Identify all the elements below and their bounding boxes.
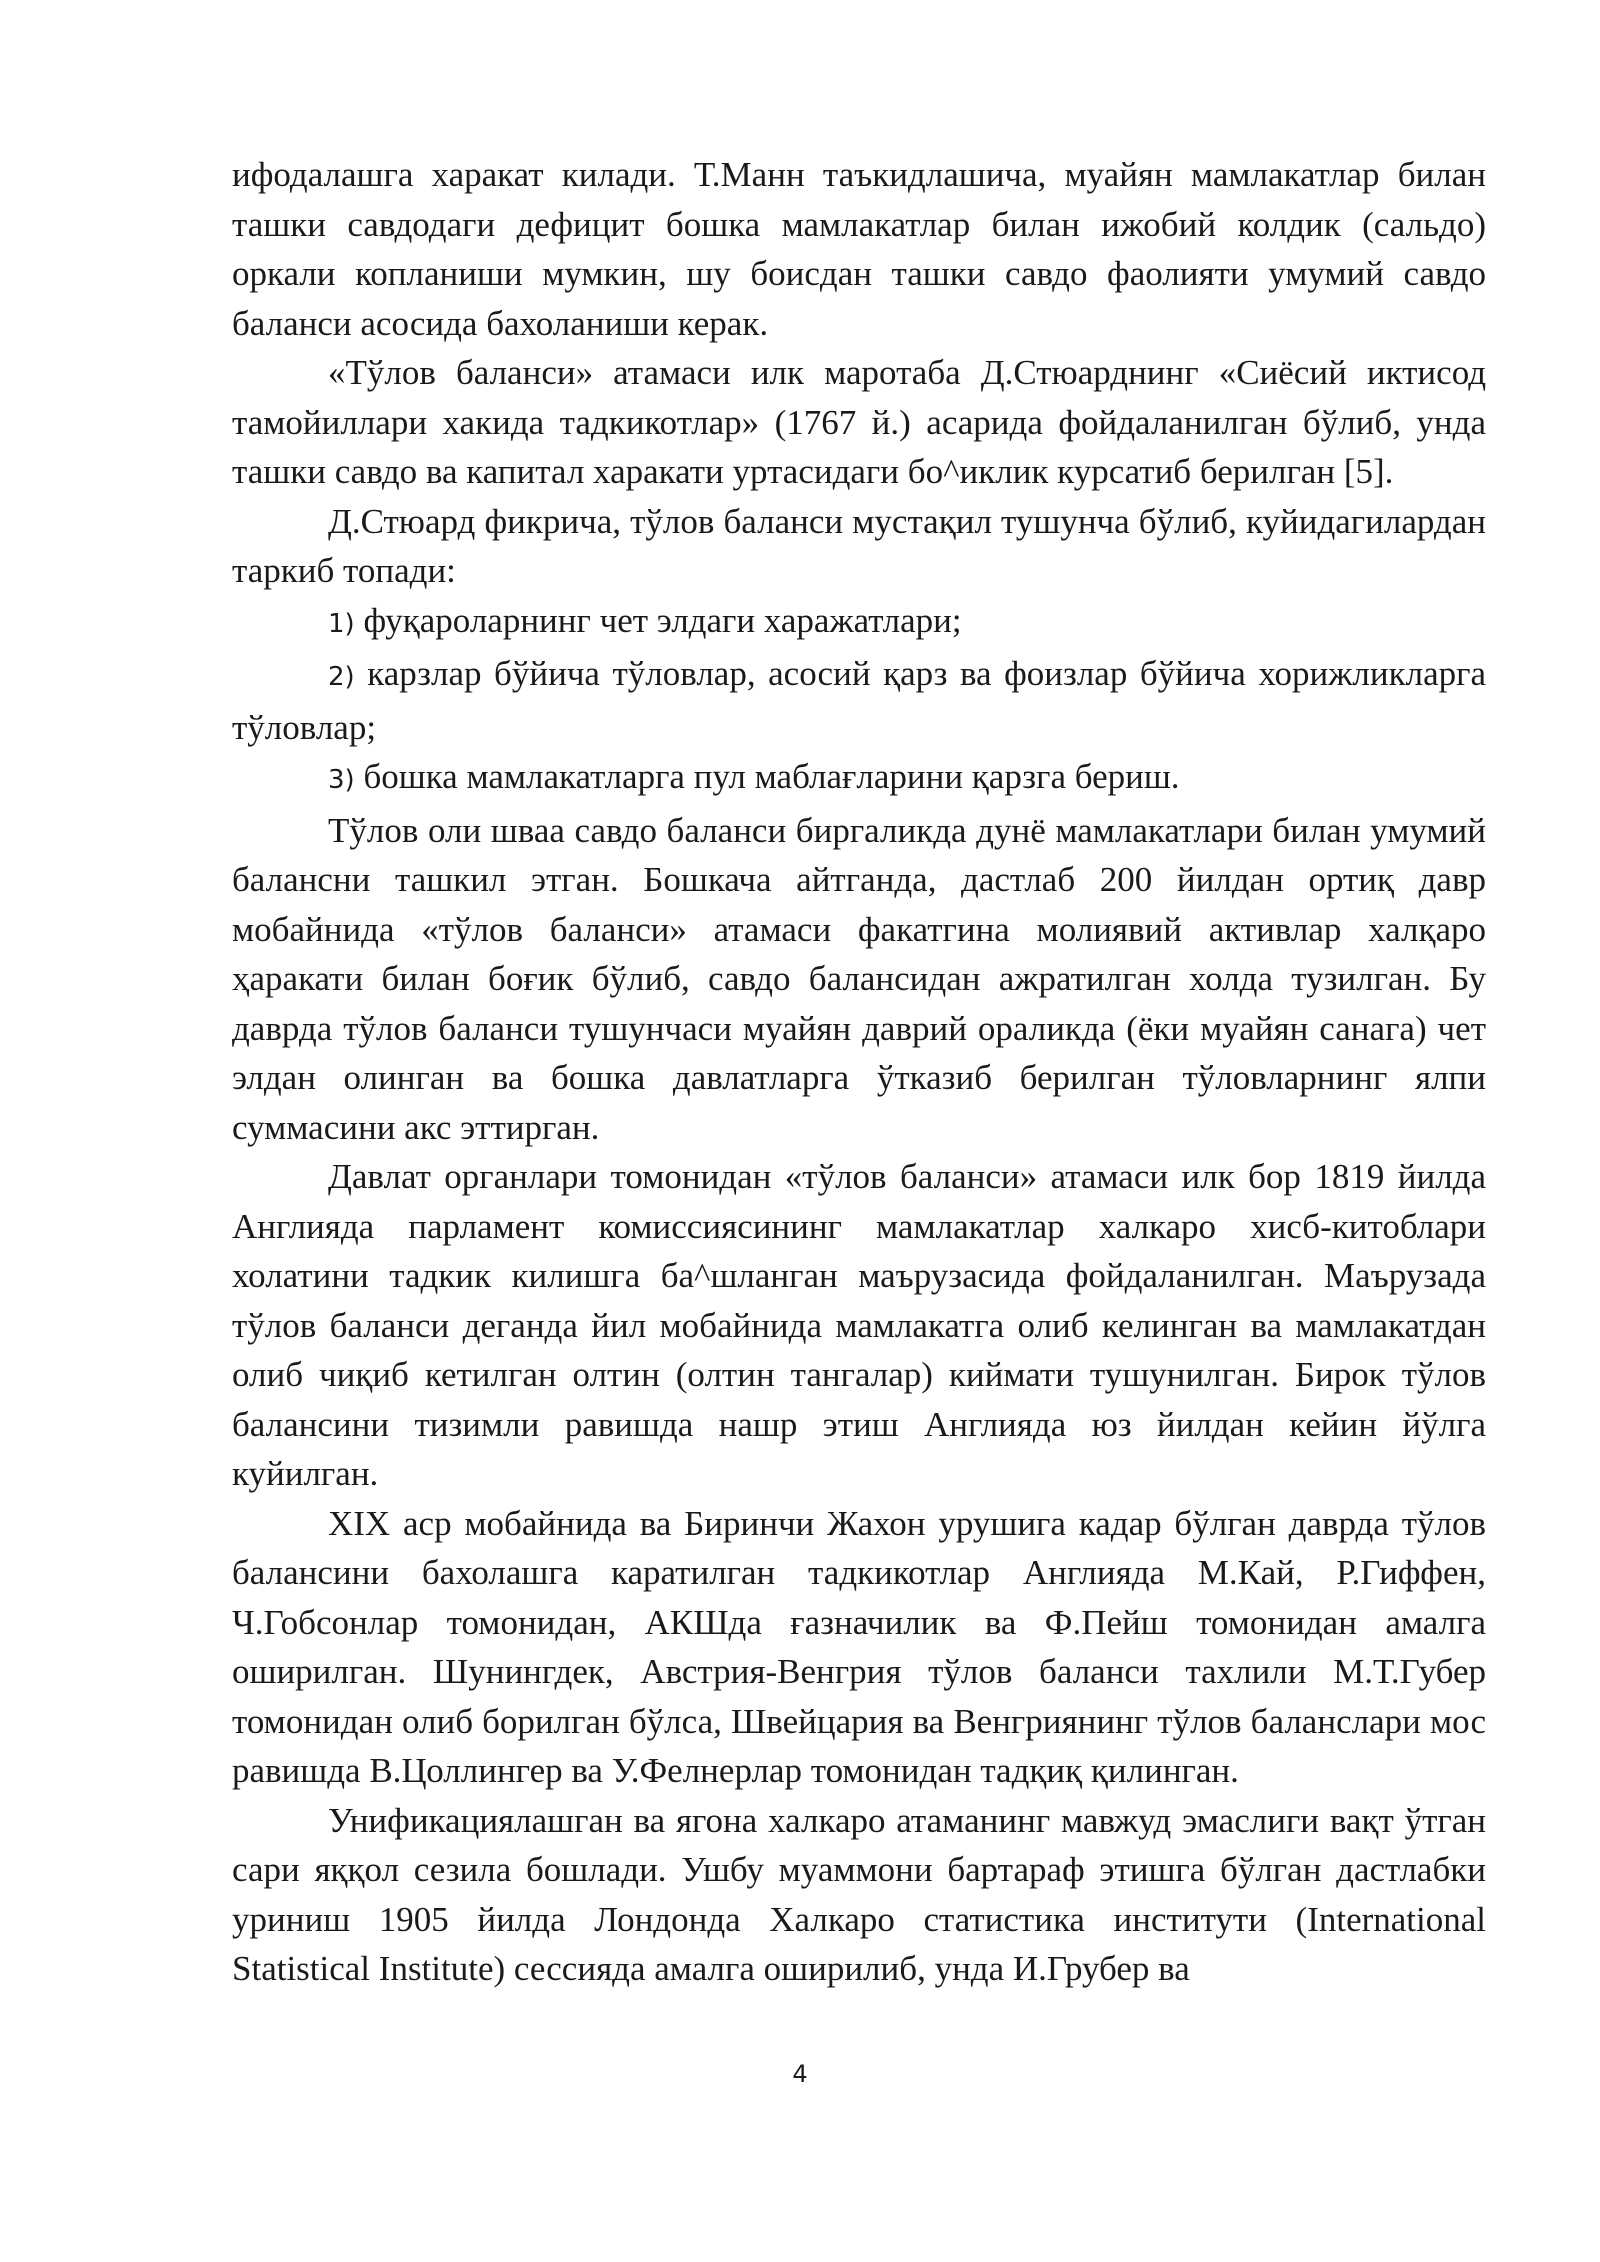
list-item-3 [232, 752, 1486, 806]
list-number: 3) [328, 765, 355, 795]
list-item-text: карзлар бўйича тўловлар, асосий қарз ва фоизлар бўйича хорижликларга тўловлар; [232, 654, 1486, 747]
paragraph-8: Давлат органлари томонидан «тўлов баланси» атамаси илк бор 1819 йилда Англияда парламент комиссиясининг мамлакатлар халкаро хисб-китоблари холатини тадкик килишга ба^шланган маърузасида фойдаланилган. Маърузада тўлов баланси деганда йил мобайнида мамлакатга олиб келинган ва мамлакатдан олиб чиқиб кетилган олтин (олтин тангалар) киймати тушунилган. Бирок тўлов балансини тизимли равишда нашр этиш Англияда юз йилдан кейин йўлга куйилган. [232, 1157, 1486, 1493]
paragraph-7: Тўлов оли шваа савдо баланси биргаликда дунё мамлакатлари билан умумий балансни ташкил этган. Бошкача айтганда, дастлаб 200 йилдан ортиқ давр мобайнида «тўлов баланси» атамаси факатгина молиявий активлар халқаро ҳаракати билан боғик бўлиб, савдо балансидан ажратилган холда тузилган. Бу даврда тўлов баланси тушунчаси муайян даврий ораликда (ёки муайян санага) чет элдан олинган ва бошка давлатларга ўтказиб берилган тўловларнинг ялпи суммасини акс эттирган. [232, 810, 1486, 1147]
paragraph-1: ифодалашга харакат килади. Т.Манн таъкидлашича, муайян мамлакатлар билан ташки савдодаги дефицит бошка мамлакатлар билан ижобий колдик (сальдо) оркали копланиши мумкин, шу боисдан ташки савдо фаолияти умумий савдо баланси асосида бахоланиши керак. [232, 155, 1486, 343]
list-item-text: фуқароларнинг чет элдаги харажатлари; [363, 600, 962, 640]
page-number: 4 [792, 2060, 808, 2088]
paragraph-2: «Тўлов баланси» атамаси илк маротаба Д.Стюарднинг «Сиёсий иктисод тамойиллари хакида тадкикотлар» (1767 й.) асарида фойдаланилган бўлиб, унда ташки савдо ва капитал харакати уртасидаги бо^иклик курсатиб берилган [5]. [232, 353, 1486, 491]
list-item-text: бошка мамлакатларга пул маблағларини қарзга бериш. [363, 757, 1180, 796]
document-body [232, 150, 1486, 1994]
list-item-2 [232, 649, 1486, 752]
list-number: 2) [328, 662, 355, 692]
list-item-1 [232, 596, 1486, 650]
paragraph-3: Д.Стюард фикрича, тўлов баланси мустақил тушунча бўлиб, куйидагилардан таркиб топади: [232, 501, 1486, 590]
paragraph-9: XIX аср мобайнида ва Биринчи Жахон урушига кадар бўлган даврда тўлов балансини бахолашга каратилган тадкикотлар Англияда М.Кай, Р.Гиффен, Ч.Гобсонлар томонидан, АКШда ғазначилик ва Ф.Пейш томонидан амалга оширилган. Шунингдек, Австрия-Венгрия тўлов баланси тахлили М.Т.Губер томонидан олиб борилган бўлса, Швейцария ва Венгриянинг тўлов баланслари мос равишда В.Цоллингер ва У.Фелнерлар томонидан тадқиқ қилинган. [232, 1503, 1486, 1790]
list-number: 1) [328, 608, 355, 639]
paragraph-10: Унификациялашган ва ягона халкаро атаманинг мавжуд эмаслиги вақт ўтган сари яққол сезила бошлади. Ушбу муаммони бартараф этишга бўлган дастлабки уриниш 1905 йилда Лондонда Халкаро статистика институти (International Statistical Institute) сессияда амалга оширилиб, унда И.Грубер ва [232, 1800, 1486, 1988]
